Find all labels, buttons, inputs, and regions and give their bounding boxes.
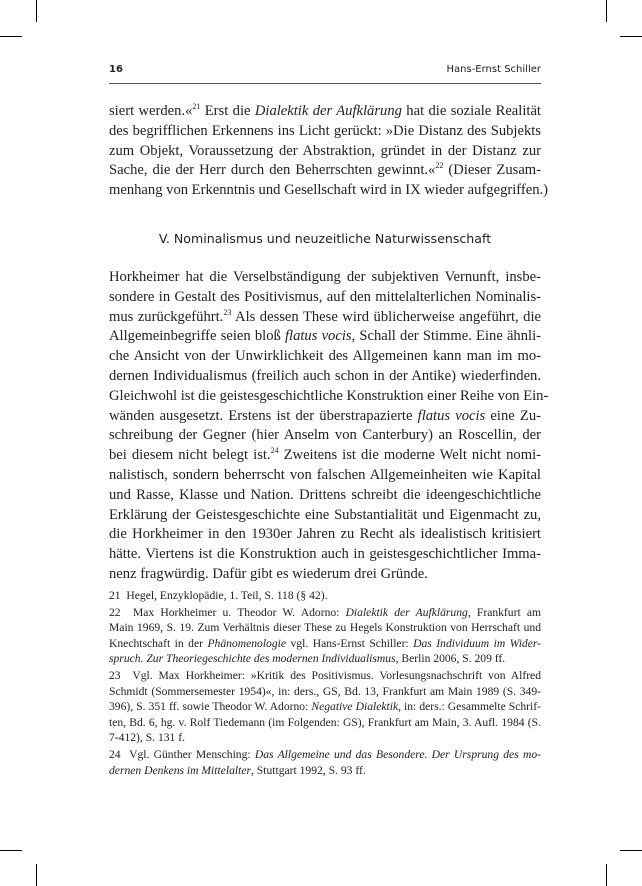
text-run: Vgl. Max Horkheimer: »Kritik des Positivismus. Vorlesungsnachschrift von Alfred: [132, 668, 541, 682]
footnote-line: [109, 588, 541, 604]
text-run: schreibung der Gegner (hier Anselm von Canterbury) an Roscellin, der: [109, 427, 541, 444]
text-run: , Schall der Stimme. Eine ähnli-: [351, 328, 541, 345]
text-line: [109, 486, 541, 506]
footnote-number: 24: [109, 747, 130, 761]
italic-text: spruch. Zur Theoriegeschichte des modernen Individualismus: [109, 652, 396, 666]
footnote-line: [109, 651, 541, 667]
text-run: menhang von Erkenntnis und Gesellschaft wird in IX wieder aufgegriffen.): [109, 182, 549, 199]
footnote-21: [109, 588, 541, 604]
page-number: 16: [109, 64, 123, 75]
text-run: 396), S. 351 ff. sowie Theodor W. Adorno:: [109, 700, 312, 714]
text-line: [109, 142, 541, 162]
footnote-number: 21: [109, 589, 127, 602]
text-run: des begrifflichen Erkennens ins Licht gerückt: »Die Distanz des Subjekts: [109, 122, 541, 139]
text-run: Erst die: [200, 103, 255, 119]
text-run: Max Horkheimer u. Theodor W. Adorno:: [132, 605, 346, 619]
text-line: [109, 387, 549, 407]
text-run: hat die soziale Realität: [401, 103, 541, 119]
text-run: wänden ausgesetzt. Erstens ist der überstrapazierte: [109, 407, 418, 424]
text-run: 7-412), S. 131 f.: [109, 731, 185, 745]
crop-mark: [620, 36, 642, 37]
crop-mark: [0, 36, 22, 37]
italic-text: flatus vocis: [417, 407, 486, 424]
text-run: Allgemeinbegriffe seien bloß: [109, 328, 285, 345]
text-line: [109, 565, 541, 585]
footnote-line: [109, 699, 541, 715]
footnote-24: [109, 747, 541, 778]
footnote-ref: 23: [223, 307, 232, 317]
text-run: nenz fragwürdig. Dafür gibt es wiederum drei Gründe.: [109, 565, 428, 582]
text-line: [109, 161, 541, 181]
text-run: (Dieser Zusam-: [443, 162, 542, 179]
text-run: ten, Bd. 6, hg. v. Rolf Tiedemann (im Folgenden: GS), Frankfurt am Main, 3. Aufl. 1984 (S.: [109, 715, 541, 729]
crop-mark: [606, 0, 607, 22]
footnote-22: [109, 605, 541, 667]
text-run: Erklärung der Geistesgeschichte eine Substantialität und Eigenmacht zu,: [109, 506, 541, 523]
text-run: vgl. Hans-Ernst Schiller:: [286, 636, 414, 650]
italic-text: Dialektik der Aufklärung: [254, 103, 402, 119]
running-head-author: Hans-Ernst Schiller: [446, 64, 541, 75]
text-run: Vgl. Günther Mensching:: [129, 747, 255, 761]
text-line: [109, 268, 541, 288]
italic-text: Dialektik der Aufklärung: [345, 605, 468, 619]
paragraph-main: [109, 268, 549, 585]
footnote-ref: 24: [270, 446, 279, 456]
footnote-ref: 21: [192, 102, 201, 112]
text-run: die Horkheimer in den 1930er Jahren zu Recht als idealistisch kritisiert: [109, 526, 541, 543]
footnote-line: [109, 620, 541, 636]
footnote-line: [109, 605, 541, 621]
text-run: nalistisch, sondern beherrscht von falschen Allgemeinheiten wie Kapital: [109, 466, 541, 483]
text-line: [109, 327, 541, 347]
text-run: , Stuttgart 1992, S. 93 ff.: [250, 763, 366, 777]
text-line: [109, 102, 541, 122]
footnote-line: [109, 730, 541, 746]
text-line: [109, 122, 541, 142]
crop-mark: [0, 850, 22, 851]
text-run: Als dessen These wird üblicherweise angeführt, die: [231, 308, 541, 325]
footnote-number: 23: [109, 668, 133, 682]
text-run: , Berlin 2006, S. 209 ff.: [395, 652, 506, 666]
text-run: bei diesem nicht belegt ist.: [109, 447, 271, 464]
text-line: [109, 407, 541, 427]
text-run: dernen Individualismus (freilich auch schon in der Antike) wiederfinden.: [109, 367, 541, 384]
text-run: hätte. Viertens ist die Konstruktion auch in geistesgeschichtlicher Imma-: [109, 546, 541, 563]
text-run: Knechtschaft in der: [109, 636, 208, 650]
text-line: [109, 426, 541, 446]
italic-text: flatus vocis: [284, 328, 352, 345]
footnote-23: [109, 668, 541, 746]
text-run: sondere in Gestalt des Positivismus, auf den mittelalterlichen Nominalis-: [109, 288, 541, 305]
header-rule: [109, 83, 541, 84]
footnote-line: [109, 668, 541, 684]
text-line: [109, 347, 541, 367]
text-line: [109, 308, 541, 328]
crop-mark: [606, 864, 607, 886]
text-line: [109, 466, 541, 486]
section-heading: V. Nominalismus und neuzeitliche Naturwissenschaft: [158, 231, 492, 246]
text-run: Schmidt (Sommersemester 1954)«, in: ders., GS, Bd. 13, Frankfurt am Main 1989 (S. 349-: [109, 684, 541, 698]
italic-text: Negative Dialektik: [311, 700, 399, 714]
text-run: Zweitens ist die moderne Welt nicht nomi-: [278, 447, 541, 464]
crop-mark: [36, 0, 37, 22]
footnotes: [109, 588, 541, 779]
text-line: [109, 181, 549, 201]
text-line: [109, 525, 541, 545]
text-run: zum Objekt, Voraussetzung der Abstraktion, gründet in der Distanz zur: [109, 142, 541, 159]
italic-text: dernen Denkens im Mittelalter: [109, 763, 251, 777]
footnote-line: [109, 684, 541, 700]
footnote-line: [109, 715, 541, 731]
footnote-ref: 22: [435, 161, 444, 171]
text-run: Sache, die der Herr durch den Beherrschten gewinnt.«: [109, 162, 436, 179]
text-run: Horkheimer hat die Verselbständigung der subjektiven Vernunft, insbe-: [109, 269, 541, 285]
text-line: [109, 506, 541, 526]
footnote-line: [109, 747, 541, 763]
footnote-line: [109, 636, 541, 652]
text-line: [109, 288, 541, 308]
paragraph-continuation: [109, 102, 549, 201]
text-run: mus zurückgeführt.: [109, 308, 224, 325]
text-run: Hegel, Enzyklopädie, 1. Teil, S. 118 (§ 42).: [126, 589, 328, 602]
italic-text: Das Allgemeine und das Besondere. Der Ursprung des mo-: [254, 747, 541, 761]
footnote-number: 22: [109, 605, 133, 619]
crop-mark: [36, 864, 37, 886]
text-line: [109, 446, 541, 466]
text-run: , Frankfurt am: [467, 605, 542, 619]
text-line: [109, 545, 541, 565]
footnote-line: [109, 763, 541, 779]
italic-text: Das Individuum im Wider-: [413, 636, 542, 650]
text-run: und Rasse, Klasse und Nation. Drittens schreibt die ideengeschichtliche: [109, 486, 541, 503]
text-run: che Ansicht von der Unwirklichkeit des Allgemeinen kann man im mo-: [109, 348, 541, 365]
italic-text: Phänomenologie: [207, 636, 287, 650]
crop-mark: [620, 850, 642, 851]
text-run: siert werden.«: [109, 103, 193, 119]
text-run: , in: ders.: Gesammelte Schrif-: [398, 700, 541, 714]
text-line: [109, 367, 541, 387]
text-run: eine Zu-: [485, 407, 541, 424]
text-run: Gleichwohl ist die geistesgeschichtliche Konstruktion einer Reihe von Ein-: [109, 387, 549, 404]
text-run: Main 1969, S. 19. Zum Verhältnis dieser These zu Hegels Konstruktion von Herrschaft und: [109, 621, 541, 635]
